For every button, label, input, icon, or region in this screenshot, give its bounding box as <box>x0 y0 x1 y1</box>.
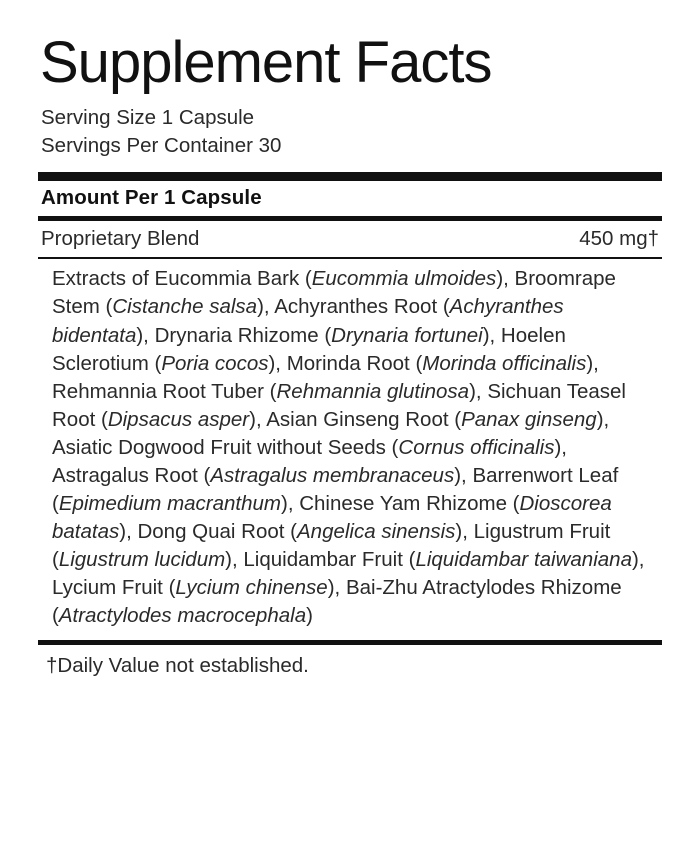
ingredient-separator: ), <box>586 351 599 375</box>
ingredient-common-name: Dong Quai Root ( <box>137 520 297 544</box>
ingredient-list <box>38 259 662 640</box>
ingredient-separator: ), <box>469 379 488 403</box>
ingredient-common-name: Morinda Root ( <box>286 351 423 375</box>
ingredient-latin-name: Ligustrum lucidum <box>58 548 226 572</box>
ingredient-separator: ), <box>136 323 155 347</box>
ingredient-separator: ), <box>454 463 473 487</box>
ingredient-separator: ), <box>496 267 515 291</box>
ingredient-common-name: Asiatic Dogwood Fruit without Seeds ( <box>52 435 399 459</box>
page-title: Supplement Facts <box>40 30 492 95</box>
proprietary-blend-label: Proprietary Blend <box>41 227 200 251</box>
servings-per-container-line: Servings Per Container 30 <box>41 133 282 157</box>
ingredient-latin-name: Cistanche salsa <box>112 295 258 319</box>
ingredient-common-name: Hoelen Sclerotium ( <box>52 323 566 375</box>
ingredient-common-name: Ligustrum Fruit ( <box>52 520 611 572</box>
ingredient-common-name: Asian Ginseng Root ( <box>266 407 462 431</box>
ingredient-common-name: Bai-Zhu Atractylodes Rhizome ( <box>52 576 622 628</box>
ingredient-latin-name: Astragalus membranaceus <box>210 463 455 487</box>
amount-per-serving-header: Amount Per 1 Capsule <box>41 186 262 210</box>
ingredient-latin-name: Eucommia ulmoides <box>311 267 497 291</box>
proprietary-blend-row <box>38 221 662 257</box>
ingredient-common-name: Broomrape Stem ( <box>52 267 616 319</box>
ingredient-separator: ), <box>225 548 244 572</box>
proprietary-blend-amount: 450 mg† <box>579 227 659 251</box>
ingredient-common-name: Astragalus Root ( <box>52 463 211 487</box>
ingredient-latin-name: Atractylodes macrocephala <box>58 604 307 628</box>
ingredient-common-name: Extracts of Eucommia Bark ( <box>52 267 312 291</box>
ingredient-latin-name: Achyranthes bidentata <box>52 295 564 347</box>
ingredient-common-name: Achyranthes Root ( <box>274 295 450 319</box>
divider-heavy-top <box>38 172 662 181</box>
ingredient-latin-name: Liquidambar taiwaniana <box>415 548 632 572</box>
ingredient-separator: ), <box>119 520 138 544</box>
ingredient-latin-name: Angelica sinensis <box>297 520 456 544</box>
ingredient-separator: ), <box>257 295 275 319</box>
ingredient-separator: ), <box>281 491 300 515</box>
ingredient-separator: ), <box>631 548 645 572</box>
ingredient-common-name: Chinese Yam Rhizome ( <box>299 491 520 515</box>
ingredient-latin-name: Dipsacus asper <box>107 407 250 431</box>
daily-value-footnote: †Daily Value not established. <box>46 654 309 678</box>
ingredient-separator: ), <box>554 435 568 459</box>
ingredient-separator: ) <box>306 604 313 628</box>
ingredient-latin-name: Morinda officinalis <box>422 351 587 375</box>
ingredient-latin-name: Epimedium macranthum <box>58 491 281 515</box>
ingredient-separator: ), <box>249 407 267 431</box>
ingredient-common-name: Barrenwort Leaf ( <box>52 463 619 515</box>
ingredient-common-name: Rehmannia Root Tuber ( <box>52 379 277 403</box>
serving-size-line: Serving Size 1 Capsule <box>41 106 255 129</box>
ingredient-latin-name: Lycium chinense <box>175 576 328 600</box>
ingredient-common-name: Sichuan Teasel Root ( <box>52 379 626 431</box>
ingredient-latin-name: Panax ginseng <box>461 407 597 431</box>
ingredient-separator: ), <box>327 576 346 600</box>
ingredient-latin-name: Dioscorea batatas <box>52 491 612 544</box>
ingredient-separator: ), <box>482 323 501 347</box>
ingredient-separator: ), <box>455 520 474 544</box>
ingredient-separator: ), <box>268 351 287 375</box>
ingredient-separator: ), <box>596 407 610 431</box>
ingredient-latin-name: Drynaria fortunei <box>331 323 483 347</box>
ingredient-common-name: Liquidambar Fruit ( <box>243 548 416 572</box>
ingredient-latin-name: Poria cocos <box>161 351 269 375</box>
ingredient-common-name: Drynaria Rhizome ( <box>154 323 332 347</box>
ingredient-common-name: Lycium Fruit ( <box>52 576 176 600</box>
ingredient-latin-name: Rehmannia glutinosa <box>276 379 470 403</box>
ingredient-latin-name: Cornus officinalis <box>398 435 555 459</box>
